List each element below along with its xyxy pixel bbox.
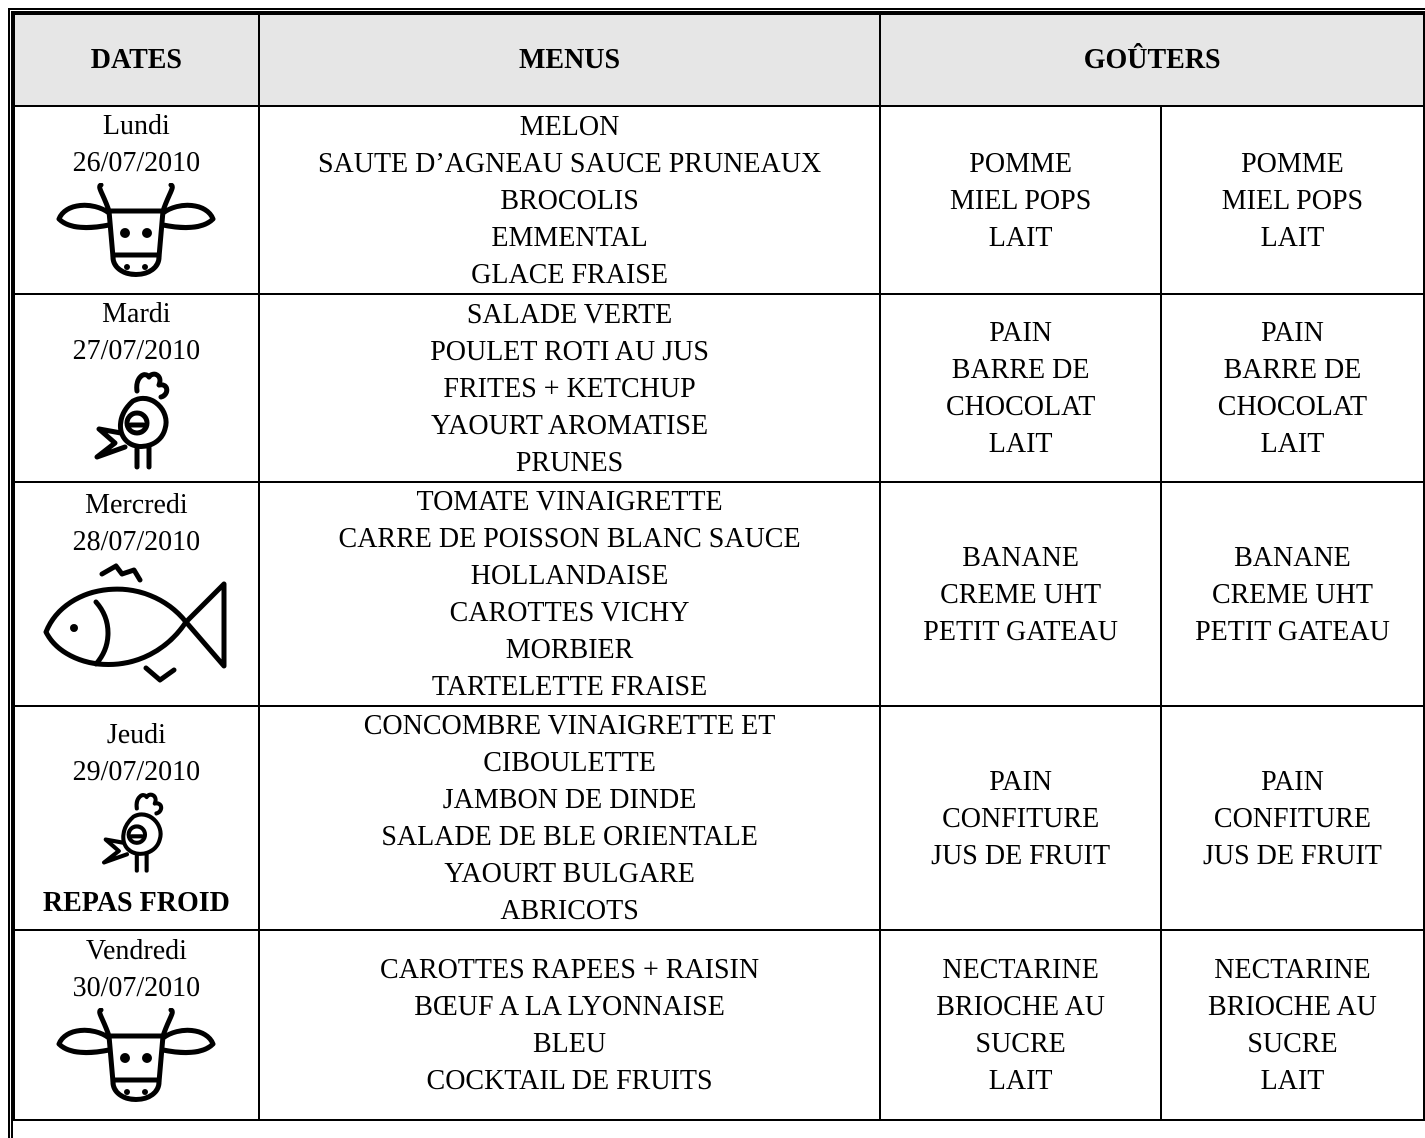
fish-icon bbox=[15, 562, 258, 702]
header-dates: DATES bbox=[14, 14, 259, 106]
gouter-item: LAIT bbox=[1260, 1065, 1325, 1096]
table-row bbox=[14, 294, 1424, 482]
gouter-item: BANANE bbox=[1234, 541, 1351, 573]
gouter-cell-1 bbox=[880, 482, 1161, 706]
table-row bbox=[14, 930, 1424, 1120]
menu-item: TOMATE VINAIGRETTE bbox=[416, 486, 723, 517]
gouter-item: POMME bbox=[969, 147, 1072, 179]
header-gouters: GOÛTERS bbox=[880, 14, 1424, 106]
header-menus: MENUS bbox=[259, 14, 881, 106]
gouter-cell-1 bbox=[880, 294, 1161, 482]
menu-cell bbox=[259, 930, 881, 1120]
day-name: Mercredi bbox=[85, 489, 188, 520]
menu-item: MELON bbox=[519, 110, 620, 142]
gouter-item: BARRE DE bbox=[951, 354, 1090, 385]
gouter-item: PAIN bbox=[1261, 765, 1324, 797]
menu-cell bbox=[259, 106, 881, 294]
meal-note: REPAS FROID bbox=[42, 886, 230, 918]
menu-cell bbox=[259, 706, 881, 930]
table-row bbox=[14, 106, 1424, 294]
menu-item: CAROTTES VICHY bbox=[449, 597, 690, 628]
date-cell bbox=[14, 930, 259, 1120]
gouter-cell-1 bbox=[880, 106, 1161, 294]
menu-item: BLEU bbox=[533, 1028, 607, 1059]
date-text: 26/07/2010 bbox=[72, 147, 201, 178]
gouter-item: MIEL POPS bbox=[949, 184, 1092, 216]
table-row bbox=[14, 482, 1424, 706]
menu-item: SALADE DE BLE ORIENTALE bbox=[381, 821, 758, 852]
gouter-item: CHOCOLAT bbox=[1217, 391, 1368, 422]
menu-item: BROCOLIS bbox=[500, 184, 639, 216]
gouter-item: LAIT bbox=[1260, 221, 1325, 253]
gouter-cell-2 bbox=[1161, 706, 1424, 930]
gouter-item: LAIT bbox=[988, 1065, 1053, 1096]
gouter-cell-2 bbox=[1161, 930, 1424, 1120]
cow-icon bbox=[15, 183, 258, 293]
menu-item: SAUTE D’AGNEAU SAUCE PRUNEAUX bbox=[317, 147, 822, 179]
gouter-item: JUS DE FRUIT bbox=[1202, 839, 1382, 871]
gouter-item: SUCRE bbox=[975, 1028, 1066, 1059]
menu-item: ABRICOTS bbox=[500, 895, 639, 926]
menu-cell bbox=[259, 294, 881, 482]
menu-item: BŒUF A LA LYONNAISE bbox=[414, 991, 725, 1022]
chicken-icon bbox=[15, 792, 258, 884]
date-text: 29/07/2010 bbox=[72, 755, 201, 787]
menu-item: FRITES + KETCHUP bbox=[443, 372, 696, 404]
menu-item: YAOURT AROMATISE bbox=[431, 409, 709, 441]
gouter-item: CREME UHT bbox=[1211, 578, 1373, 610]
date-cell bbox=[14, 106, 259, 294]
gouter-item: CONFITURE bbox=[942, 802, 1100, 834]
menu-item: HOLLANDAISE bbox=[470, 560, 669, 591]
gouter-item: SUCRE bbox=[1247, 1028, 1338, 1059]
date-cell bbox=[14, 294, 259, 482]
menu-cell bbox=[259, 482, 881, 706]
table-row bbox=[14, 706, 1424, 930]
gouter-item: NECTARINE bbox=[1214, 954, 1371, 985]
gouter-item: LAIT bbox=[988, 428, 1053, 459]
gouter-item: NECTARINE bbox=[942, 954, 1099, 985]
gouter-item: LAIT bbox=[1260, 428, 1325, 459]
gouter-item: PAIN bbox=[1261, 317, 1324, 348]
menu-item: TARTELETTE FRAISE bbox=[431, 671, 708, 702]
gouter-item: BRIOCHE AU bbox=[1208, 991, 1377, 1022]
gouter-item: CREME UHT bbox=[940, 578, 1102, 610]
gouter-cell-1 bbox=[880, 930, 1161, 1120]
gouter-item: PETIT GATEAU bbox=[923, 615, 1118, 647]
gouter-item: BRIOCHE AU bbox=[936, 991, 1106, 1022]
menu-table bbox=[13, 13, 1425, 1121]
date-text: 27/07/2010 bbox=[72, 335, 201, 366]
gouter-cell-2 bbox=[1161, 482, 1424, 706]
gouter-item: BARRE DE bbox=[1223, 354, 1362, 385]
day-name: Jeudi bbox=[106, 718, 166, 750]
gouter-cell-1 bbox=[880, 706, 1161, 930]
chicken-icon bbox=[15, 371, 258, 481]
date-text: 30/07/2010 bbox=[72, 972, 201, 1003]
menu-item: JAMBON DE DINDE bbox=[442, 784, 697, 815]
cow-icon bbox=[15, 1008, 258, 1118]
gouter-item: PAIN bbox=[989, 317, 1053, 348]
date-cell bbox=[14, 482, 259, 706]
menu-item: CONCOMBRE VINAIGRETTE ET bbox=[363, 710, 776, 741]
menu-item: GLACE FRAISE bbox=[471, 258, 668, 290]
date-text: 28/07/2010 bbox=[72, 526, 201, 557]
gouter-item: MIEL POPS bbox=[1221, 184, 1364, 216]
gouter-item: PETIT GATEAU bbox=[1195, 615, 1390, 647]
menu-item: EMMENTAL bbox=[491, 221, 648, 253]
menu-item: YAOURT BULGARE bbox=[444, 858, 695, 889]
gouter-cell-2 bbox=[1161, 106, 1424, 294]
menu-item: POULET ROTI AU JUS bbox=[430, 335, 709, 367]
gouter-cell-2 bbox=[1161, 294, 1424, 482]
menu-item: COCKTAIL DE FRUITS bbox=[426, 1065, 713, 1096]
menu-item: PRUNES bbox=[515, 446, 624, 478]
gouter-item: LAIT bbox=[988, 221, 1053, 253]
menu-item: MORBIER bbox=[505, 634, 634, 665]
day-name: Mardi bbox=[102, 298, 171, 329]
gouter-item: CONFITURE bbox=[1213, 802, 1372, 834]
gouter-item: JUS DE FRUIT bbox=[931, 839, 1111, 871]
date-cell bbox=[14, 706, 259, 930]
gouter-item: CHOCOLAT bbox=[945, 391, 1096, 422]
header-row bbox=[14, 14, 1424, 106]
menu-item: SALADE VERTE bbox=[466, 298, 673, 330]
gouter-item: PAIN bbox=[989, 765, 1053, 797]
day-name: Lundi bbox=[102, 110, 170, 141]
menu-item: CIBOULETTE bbox=[483, 747, 656, 778]
menu-item: CARRE DE POISSON BLANC SAUCE bbox=[338, 523, 801, 554]
day-name: Vendredi bbox=[85, 935, 187, 966]
gouter-item: POMME bbox=[1241, 147, 1344, 179]
gouter-item: BANANE bbox=[962, 541, 1079, 573]
menu-item: CAROTTES RAPEES + RAISIN bbox=[380, 954, 760, 985]
